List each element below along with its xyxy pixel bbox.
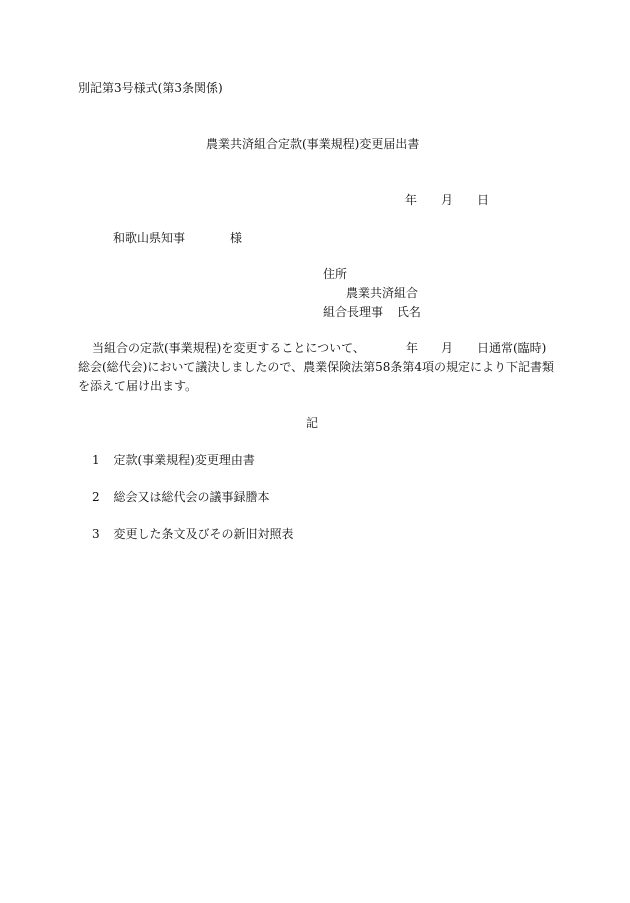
addressee-name: 和歌山県知事 [113, 231, 186, 245]
date-day-label: 日 [477, 193, 490, 207]
sender-role-name [323, 306, 421, 318]
date-month-label: 月 [441, 193, 454, 207]
body-month-label: 月 [441, 341, 454, 355]
sender-role: 組合長理事 [323, 305, 384, 319]
list-item-text: 変更した条文及びその新旧対照表 [113, 527, 294, 541]
list-item-number: 3 [92, 527, 100, 541]
list-item-text: 総会又は総代会の議事録謄本 [113, 490, 270, 504]
list-item [92, 454, 255, 466]
ki-heading: 記 [306, 416, 319, 430]
document-title: 農業共済組合定款(事業規程)変更届出書 [206, 137, 420, 151]
body-year-label: 年 [406, 341, 419, 355]
body-line1-part2: 日通常(臨時) [477, 341, 547, 355]
list-item [92, 528, 293, 540]
form-label: 別記第3号様式(第3条関係) [78, 81, 223, 95]
sender-org-name: 農業共済組合 [346, 286, 419, 300]
sender-name-label: 氏名 [396, 305, 421, 319]
list-item-number: 1 [92, 453, 100, 467]
sender-address-label: 住所 [323, 267, 348, 281]
addressee-honorific: 様 [230, 231, 243, 245]
date-year-label: 年 [405, 193, 418, 207]
list-item-text: 定款(事業規程)変更理由書 [113, 453, 255, 467]
body-line3: を添えて届け出ます。 [78, 379, 198, 393]
body-line1-part1: 当組合の定款(事業規程)を変更することについて、 [92, 341, 365, 355]
body-line2: 総会(総代会)において議決しましたので、農業保険法第58条第4項の規定により下記書類 [78, 360, 555, 374]
list-item-number: 2 [92, 490, 100, 504]
list-item [92, 491, 269, 503]
